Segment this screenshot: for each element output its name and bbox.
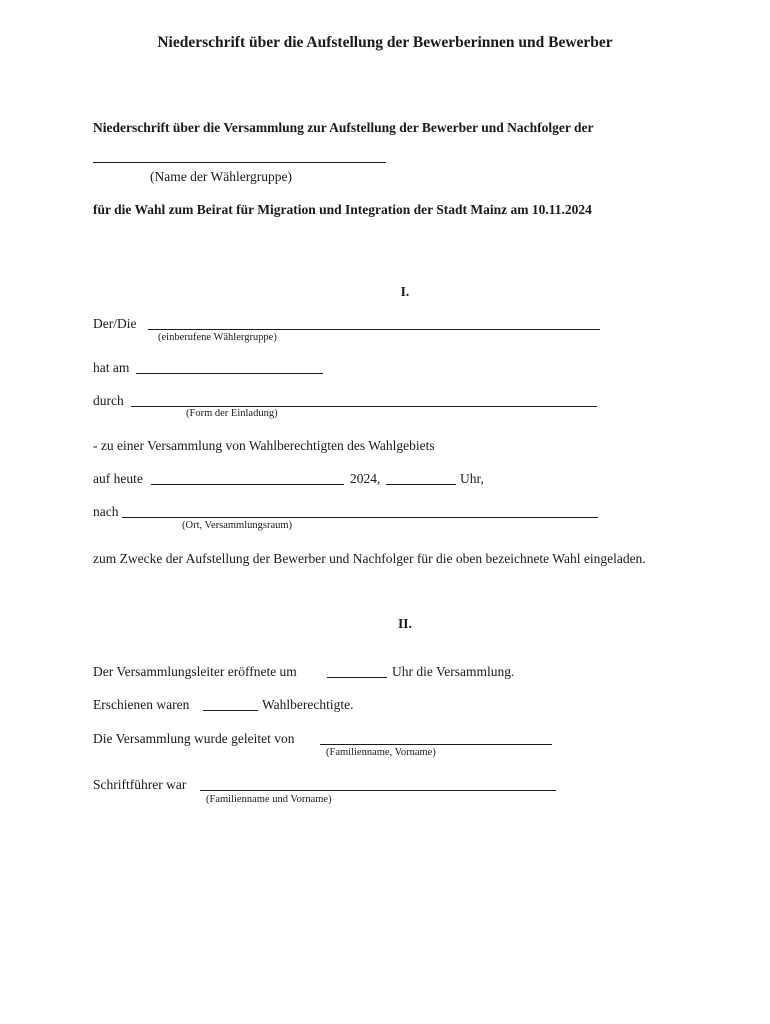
- erschienen-label: Erschienen waren: [93, 697, 190, 712]
- year-label: 2024,: [350, 471, 381, 486]
- eroeffnet-post: Uhr die Versammlung.: [392, 664, 515, 679]
- leiter-name-field[interactable]: [320, 744, 552, 745]
- nach-hint: (Ort, Versammlungsraum): [182, 520, 293, 531]
- zu-einer-text: - zu einer Versammlung von Wahlberechtigten des Wahlgebiets: [93, 438, 435, 453]
- section-1-heading: I.: [400, 284, 410, 299]
- zweck-text: zum Zwecke der Aufstellung der Bewerber und Nachfolger für die oben bezeichnete Wahl eingeladen.: [93, 551, 646, 566]
- intro-text: Niederschrift über die Versammlung zur Aufstellung der Bewerber und Nachfolger der: [93, 120, 594, 135]
- der-die-field[interactable]: [148, 329, 600, 330]
- page-title: Niederschrift über die Aufstellung der Bewerberinnen und Bewerber: [157, 34, 613, 51]
- uhr-label: Uhr,: [460, 471, 484, 486]
- schriftfuehrer-name-field[interactable]: [200, 790, 556, 791]
- geleitet-label: Die Versammlung wurde geleitet von: [93, 731, 295, 746]
- durch-label: durch: [93, 393, 124, 408]
- election-text: für die Wahl zum Beirat für Migration und Integration der Stadt Mainz am 10.11.2024: [93, 202, 592, 217]
- erschienen-post: Wahlberechtigte.: [262, 697, 354, 712]
- section-2-heading: II.: [398, 616, 412, 631]
- eroeffnet-label: Der Versammlungsleiter eröffnete um: [93, 664, 297, 679]
- auf-heute-label: auf heute: [93, 471, 143, 486]
- hat-am-label: hat am: [93, 360, 130, 375]
- nach-label: nach: [93, 504, 119, 519]
- geleitet-hint: (Familienname, Vorname): [326, 747, 436, 758]
- schriftfuehrer-label: Schriftführer war: [93, 777, 187, 792]
- auf-heute-field[interactable]: [151, 484, 344, 485]
- group-name-label: (Name der Wählergruppe): [150, 169, 292, 184]
- durch-hint: (Form der Einladung): [186, 408, 278, 419]
- uhr-field[interactable]: [386, 484, 456, 485]
- der-die-hint: (einberufene Wählergruppe): [158, 332, 277, 343]
- durch-field[interactable]: [131, 406, 597, 407]
- nach-field[interactable]: [122, 517, 598, 518]
- group-name-field[interactable]: [93, 162, 386, 163]
- der-die-label: Der/Die: [93, 316, 137, 331]
- schriftfuehrer-hint: (Familienname und Vorname): [206, 794, 332, 805]
- hat-am-field[interactable]: [136, 373, 323, 374]
- erschienen-count-field[interactable]: [203, 710, 258, 711]
- eroeffnet-time-field[interactable]: [327, 677, 387, 678]
